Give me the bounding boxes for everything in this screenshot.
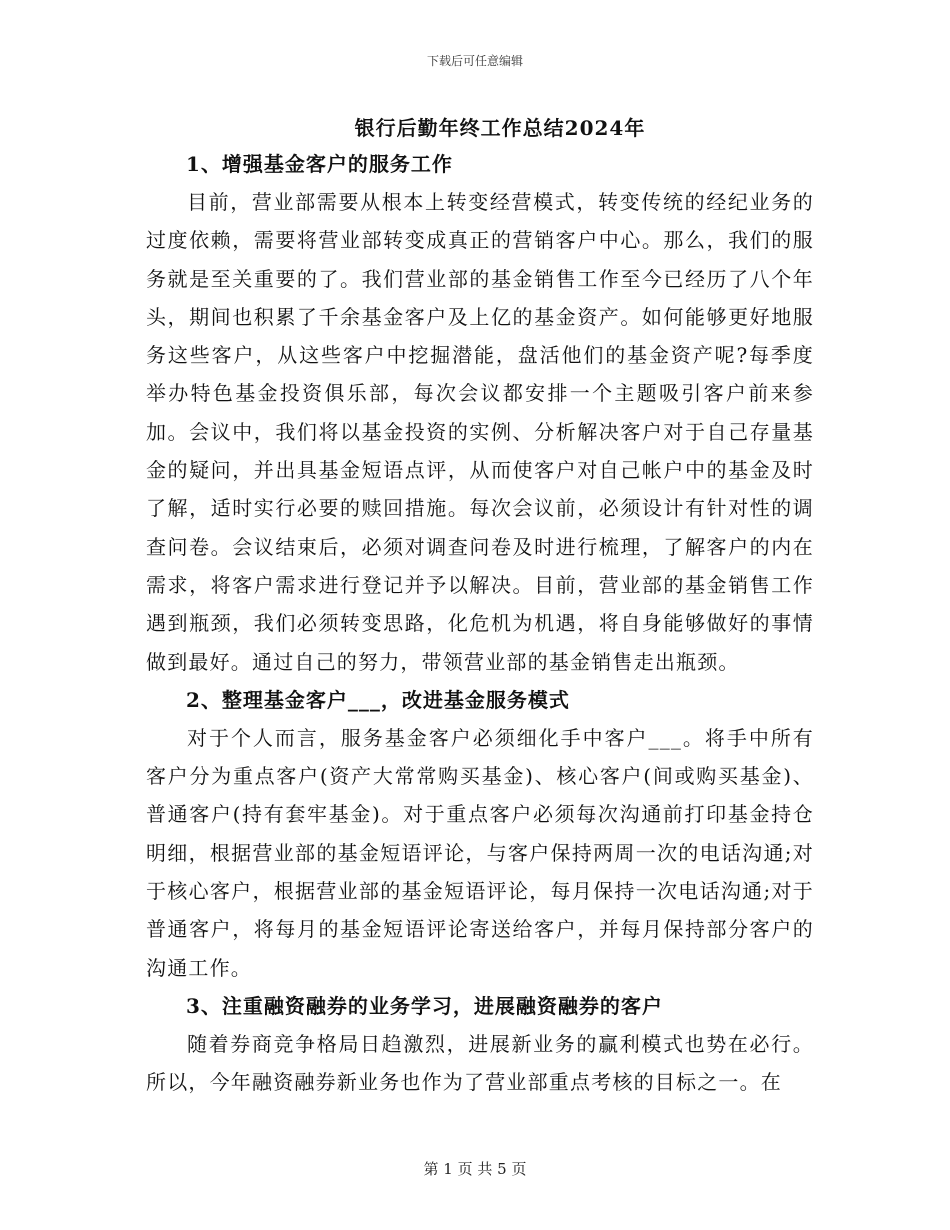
section-heading-3: 3、注重融资融券的业务学习，进展融资融券的客户: [186, 993, 663, 1018]
page-number-footer: 第 1 页 共 5 页: [423, 1160, 527, 1178]
section-paragraph-1: 目前，营业部需要从根本上转变经营模式，转变传统的经纪业务的过度依赖，需要将营业部转变成真正的营销客户中心。那么，我们的服务就是至关重要的了。我们营业部的基金销售工作至今已经历了八个年头，期间也积累了千余基金客户及上亿的基金资产。如何能够更好地服务这些客户，从这些客户中挖掘潜能，盘活他们的基金资产呢?每季度举办特色基金投资俱乐部，每次会议都安排一个主题吸引客户前来参加。会议中，我们将以基金投资的实例、分析解决客户对于自己存量基金的疑问，并出具基金短语点评，从而使客户对自己帐户中的基金及时了解，适时实行必要的赎回措施。每次会议前，必须设计有针对性的调查问卷。会议结束后，必须对调查问卷及时进行梳理，了解客户的内在需求，将客户需求进行登记并予以解决。目前，营业部的基金销售工作遇到瓶颈，我们必须转变思路，化危机为机遇，将自身能够做好的事情做到最好。通过自己的努力，带领营业部的基金销售走出瓶颈。: [146, 190, 814, 674]
section-paragraph-2: 对于个人而言，服务基金客户必须细化手中客户___。将手中所有客户分为重点客户(资产大常常购买基金)、核心客户(间或购买基金)、普通客户(持有套牢基金)。对于重点客户必须每次沟通前打印基金持仓明细，根据营业部的基金短语评论，与客户保持两周一次的电话沟通;对于核心客户，根据营业部的基金短语评论，每月保持一次电话沟通;对于普通客户，将每月的基金短语评论寄送给客户，并每月保持部分客户的沟通工作。: [146, 725, 814, 980]
section-heading-1: 1、增强基金客户的服务工作: [186, 152, 453, 176]
section-paragraph-3: 随着券商竞争格局日趋激烈，进展新业务的赢利模式也势在必行。所以，今年融资融券新业务也作为了营业部重点考核的目标之一。在: [146, 1031, 814, 1095]
document-body: [146, 145, 814, 1102]
document-title: 银行后勤年终工作总结2024年: [354, 116, 646, 140]
page-header-note: 下载后可任意编辑: [426, 54, 523, 68]
section-heading-2: 2、整理基金客户___，改进基金服务模式: [186, 687, 570, 712]
